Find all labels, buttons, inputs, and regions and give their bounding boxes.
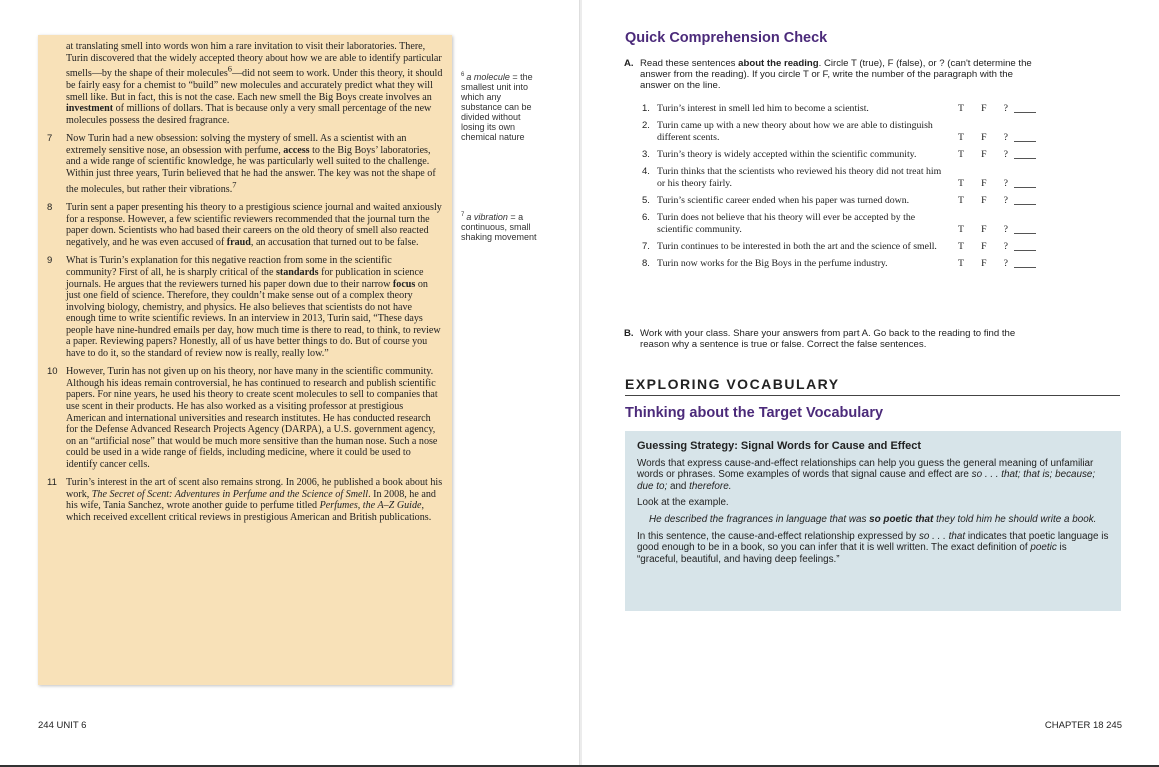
statement-row (642, 166, 1042, 190)
paragraph-number: 10 (47, 366, 58, 378)
gloss-note: $^7$ a vibration = a continuous, small shaking movement (461, 212, 537, 242)
paragraph-number: 11 (47, 477, 57, 489)
option-t[interactable]: T (958, 258, 964, 269)
paragraph-number: 8 (47, 202, 53, 214)
option-t[interactable]: T (958, 132, 964, 143)
paragraph-answer-line[interactable] (1014, 141, 1036, 142)
statement-number: 7. (642, 241, 650, 252)
option-q[interactable]: ? (1003, 258, 1008, 269)
paragraph-text: Turin’s interest in the art of scent also remains strong. In 2006, he published a book about his work, The Secret of Scent: Adventures in Perfume and the Science of Smell. In 2008, he and his wife, Tania Sanchez, wrote another guide to perfume titled Perfumes, the A–Z Guide, which received excellent critical reviews in prestigious American and British publications. (66, 477, 443, 523)
paragraph-number: 7 (47, 133, 53, 145)
option-t[interactable]: T (958, 178, 964, 189)
statement-number: 5. (642, 195, 650, 206)
paragraph-answer-line[interactable] (1014, 204, 1036, 205)
answer-options (958, 103, 1008, 115)
statement-row (642, 103, 1042, 115)
exploring-vocabulary-heading: EXPLORING VOCABULARY (625, 376, 1120, 396)
true-false-statements (642, 103, 1042, 275)
statement-text: Turin’s scientific career ended when his paper was turned down. (657, 195, 910, 206)
answer-options (958, 241, 1008, 253)
strategy-paragraph-3: In this sentence, the cause-and-effect relationship expressed by so . . . that indicates that poetic language is good enough to be in a book, so you can infer that it is well written. The exact definition of poetic is “graceful, beautiful, and having deep feelings.” (637, 530, 1109, 565)
option-f[interactable]: F (981, 195, 987, 206)
option-f[interactable]: F (981, 178, 987, 189)
reading-passage (38, 35, 452, 685)
paragraph-text: What is Turin’s explanation for this negative reaction from some in the scientific community? First of all, he is sharply critical of the standards for publication in science journals. He argues that the reviewers turned his paper down due to their narrow focus on just one field of science. Therefore, they couldn’t make sense out of a complex theory involving biology, chemistry, and physics. He also believes that scientists do not have enough time to write scientific reviews. In an interview in 2013, Turin said, “These days people have nine-hundred emails per day, how much time is there to read, to think, to review a paper. Reviewing papers? Honestly, all of us have better things to do. But of course you have to do it, so the standard of review now is really, really low.” (66, 255, 441, 359)
statement-row (642, 149, 1042, 161)
statement-number: 6. (642, 212, 650, 223)
option-t[interactable]: T (958, 103, 964, 114)
left-page (0, 0, 580, 765)
answer-options (958, 178, 1008, 190)
paragraph-text: However, Turin has not given up on his theory, nor have many in the scientific community. Although his ideas remain controversial, he has continued to research and publish scientific papers. For nine years, he used his theory to create scent molecules to sell to companies that use scent in their products. He has also worked as a visiting professor at prestigious American and international universities and research institutes. He has conducted research for the Defense Advanced Research Projects Agency (DARPA), a U.S. government agency, on an “artificial nose” that would be much more sensitive than the human nose. Such a nose could be used in a wide range of fields, including medicine, where it could be used to identify cancer cells. (66, 366, 438, 470)
paragraph-number: 9 (47, 255, 53, 267)
option-q[interactable]: ? (1003, 103, 1008, 114)
answer-options (958, 195, 1008, 207)
statement-row (642, 258, 1042, 270)
paragraph-answer-line[interactable] (1014, 112, 1036, 113)
paragraph-answer-line[interactable] (1014, 250, 1036, 251)
reading-paragraph (48, 255, 444, 359)
statement-number: 8. (642, 258, 650, 269)
option-q[interactable]: ? (1003, 224, 1008, 235)
statement-row (642, 212, 1042, 236)
strategy-title: Guessing Strategy: Signal Words for Cause and Effect (637, 440, 922, 452)
strategy-example: He described the fragrances in language that was so poetic that they told him he should write a book. (649, 513, 1097, 525)
statement-text: Turin’s theory is widely accepted within the scientific community. (657, 149, 917, 160)
paragraph-answer-line[interactable] (1014, 187, 1036, 188)
right-folio: CHAPTER 18 245 (1044, 720, 1122, 731)
statement-text: Turin came up with a new theory about how we are able to distinguish different scents. (657, 120, 933, 143)
statement-row (642, 120, 1042, 144)
thinking-target-vocabulary-heading: Thinking about the Target Vocabulary (625, 405, 884, 421)
statement-number: 2. (642, 120, 650, 131)
part-b-text: Work with your class. Share your answers from part A. Go back to the reading to find the reason why a sentence is true or false. Correct the false sentences. (640, 328, 1016, 350)
option-q[interactable]: ? (1003, 178, 1008, 189)
option-q[interactable]: ? (1003, 132, 1008, 143)
statement-row (642, 195, 1042, 207)
paragraph-answer-line[interactable] (1014, 267, 1036, 268)
option-t[interactable]: T (958, 241, 964, 252)
part-b-label: B. (624, 328, 634, 339)
paragraph-text: at translating smell into words won him a rare invitation to visit their laboratories. There, Turin discovered that the widely accepted theory about how we are able to identify particular smells—by the shape of their molecules$^6$—did not seem to work. Under this theory, it should be fairly easy for a chemist to “build” new molecules and accurately predict what they will smell like. But in fact, this is not the case. Each new smell the Big Boys create involves an investment of millions of dollars. That is because only a very small percentage of the new molecules possess the desired fragrance. (66, 41, 443, 126)
answer-options (958, 132, 1008, 144)
left-folio: 244 UNIT 6 (38, 720, 87, 731)
statement-number: 4. (642, 166, 650, 177)
statement-text: Turin does not believe that his theory will ever be accepted by the scientific community. (657, 212, 916, 235)
paragraph-text: Now Turin had a new obsession: solving the mystery of smell. As a scientist with an extremely sensitive nose, an obsession with perfume, access to the Big Boys’ laboratories, and a wide range of scientific knowledge, he was particularly well suited to the challenge. Within just three years, Turin believed that he had the answer. The key was not the shape of the molecules, but rather their vibrations.$^7$ (66, 133, 436, 195)
option-f[interactable]: F (981, 224, 987, 235)
part-a-label: A. (624, 58, 634, 69)
statement-text: Turin’s interest in smell led him to become a scientist. (657, 103, 869, 114)
paragraph-answer-line[interactable] (1014, 233, 1036, 234)
gloss-note: $^6$ a molecule = the smallest unit into which any substance can be divided without losing its own chemical nature (461, 72, 533, 142)
statement-number: 3. (642, 149, 650, 160)
option-t[interactable]: T (958, 224, 964, 235)
strategy-paragraph-2: Look at the example. (637, 497, 729, 509)
option-q[interactable]: ? (1003, 149, 1008, 160)
answer-options (958, 224, 1008, 236)
reading-paragraph (48, 366, 444, 470)
quick-comprehension-check-heading: Quick Comprehension Check (625, 30, 828, 46)
statement-text: Turin now works for the Big Boys in the perfume industry. (657, 258, 888, 269)
answer-options (958, 149, 1008, 161)
answer-options (958, 258, 1008, 270)
part-b-instructions (624, 328, 1044, 350)
paragraph-answer-line[interactable] (1014, 158, 1036, 159)
paragraph-text: Turin sent a paper presenting his theory to a prestigious science journal and waited anxiously for a response. However, a few scientific reviewers recommended that the journal turn the paper down. Scientists who had based their careers on the old theory of smell also reacted negatively, and he was even accused of fraud, an accusation that turned out to be false. (66, 202, 442, 248)
option-f[interactable]: F (981, 132, 987, 143)
option-f[interactable]: F (981, 149, 987, 160)
option-f[interactable]: F (981, 258, 987, 269)
option-q[interactable]: ? (1003, 241, 1008, 252)
right-page (582, 0, 1159, 765)
reading-paragraph (48, 133, 444, 195)
option-f[interactable]: F (981, 103, 987, 114)
statement-row (642, 241, 1042, 253)
reading-paragraph (48, 477, 444, 523)
reading-paragraph (48, 41, 444, 126)
option-t[interactable]: T (958, 149, 964, 160)
option-t[interactable]: T (958, 195, 964, 206)
reading-paragraph (48, 202, 444, 248)
part-a-text: Read these sentences about the reading. Circle T (true), F (false), or ? (can't determine the answer from the reading). If you circle T or F, write the number of the paragraph with the answer on the line. (640, 58, 1032, 91)
strategy-paragraph-1: Words that express cause-and-effect relationships can help you guess the general meaning of unfamiliar words or phrases. Some examples of words that signal cause and effect are so . . . that; that is; because; due to; and therefore. (637, 457, 1096, 492)
statement-number: 1. (642, 103, 650, 114)
statement-text: Turin continues to be interested in both the art and the science of smell. (657, 241, 937, 252)
option-f[interactable]: F (981, 241, 987, 252)
statement-text: Turin thinks that the scientists who reviewed his theory did not treat him or his theory fairly. (657, 166, 942, 189)
part-a-instructions (624, 58, 1044, 91)
guessing-strategy-box (625, 431, 1121, 611)
option-q[interactable]: ? (1003, 195, 1008, 206)
